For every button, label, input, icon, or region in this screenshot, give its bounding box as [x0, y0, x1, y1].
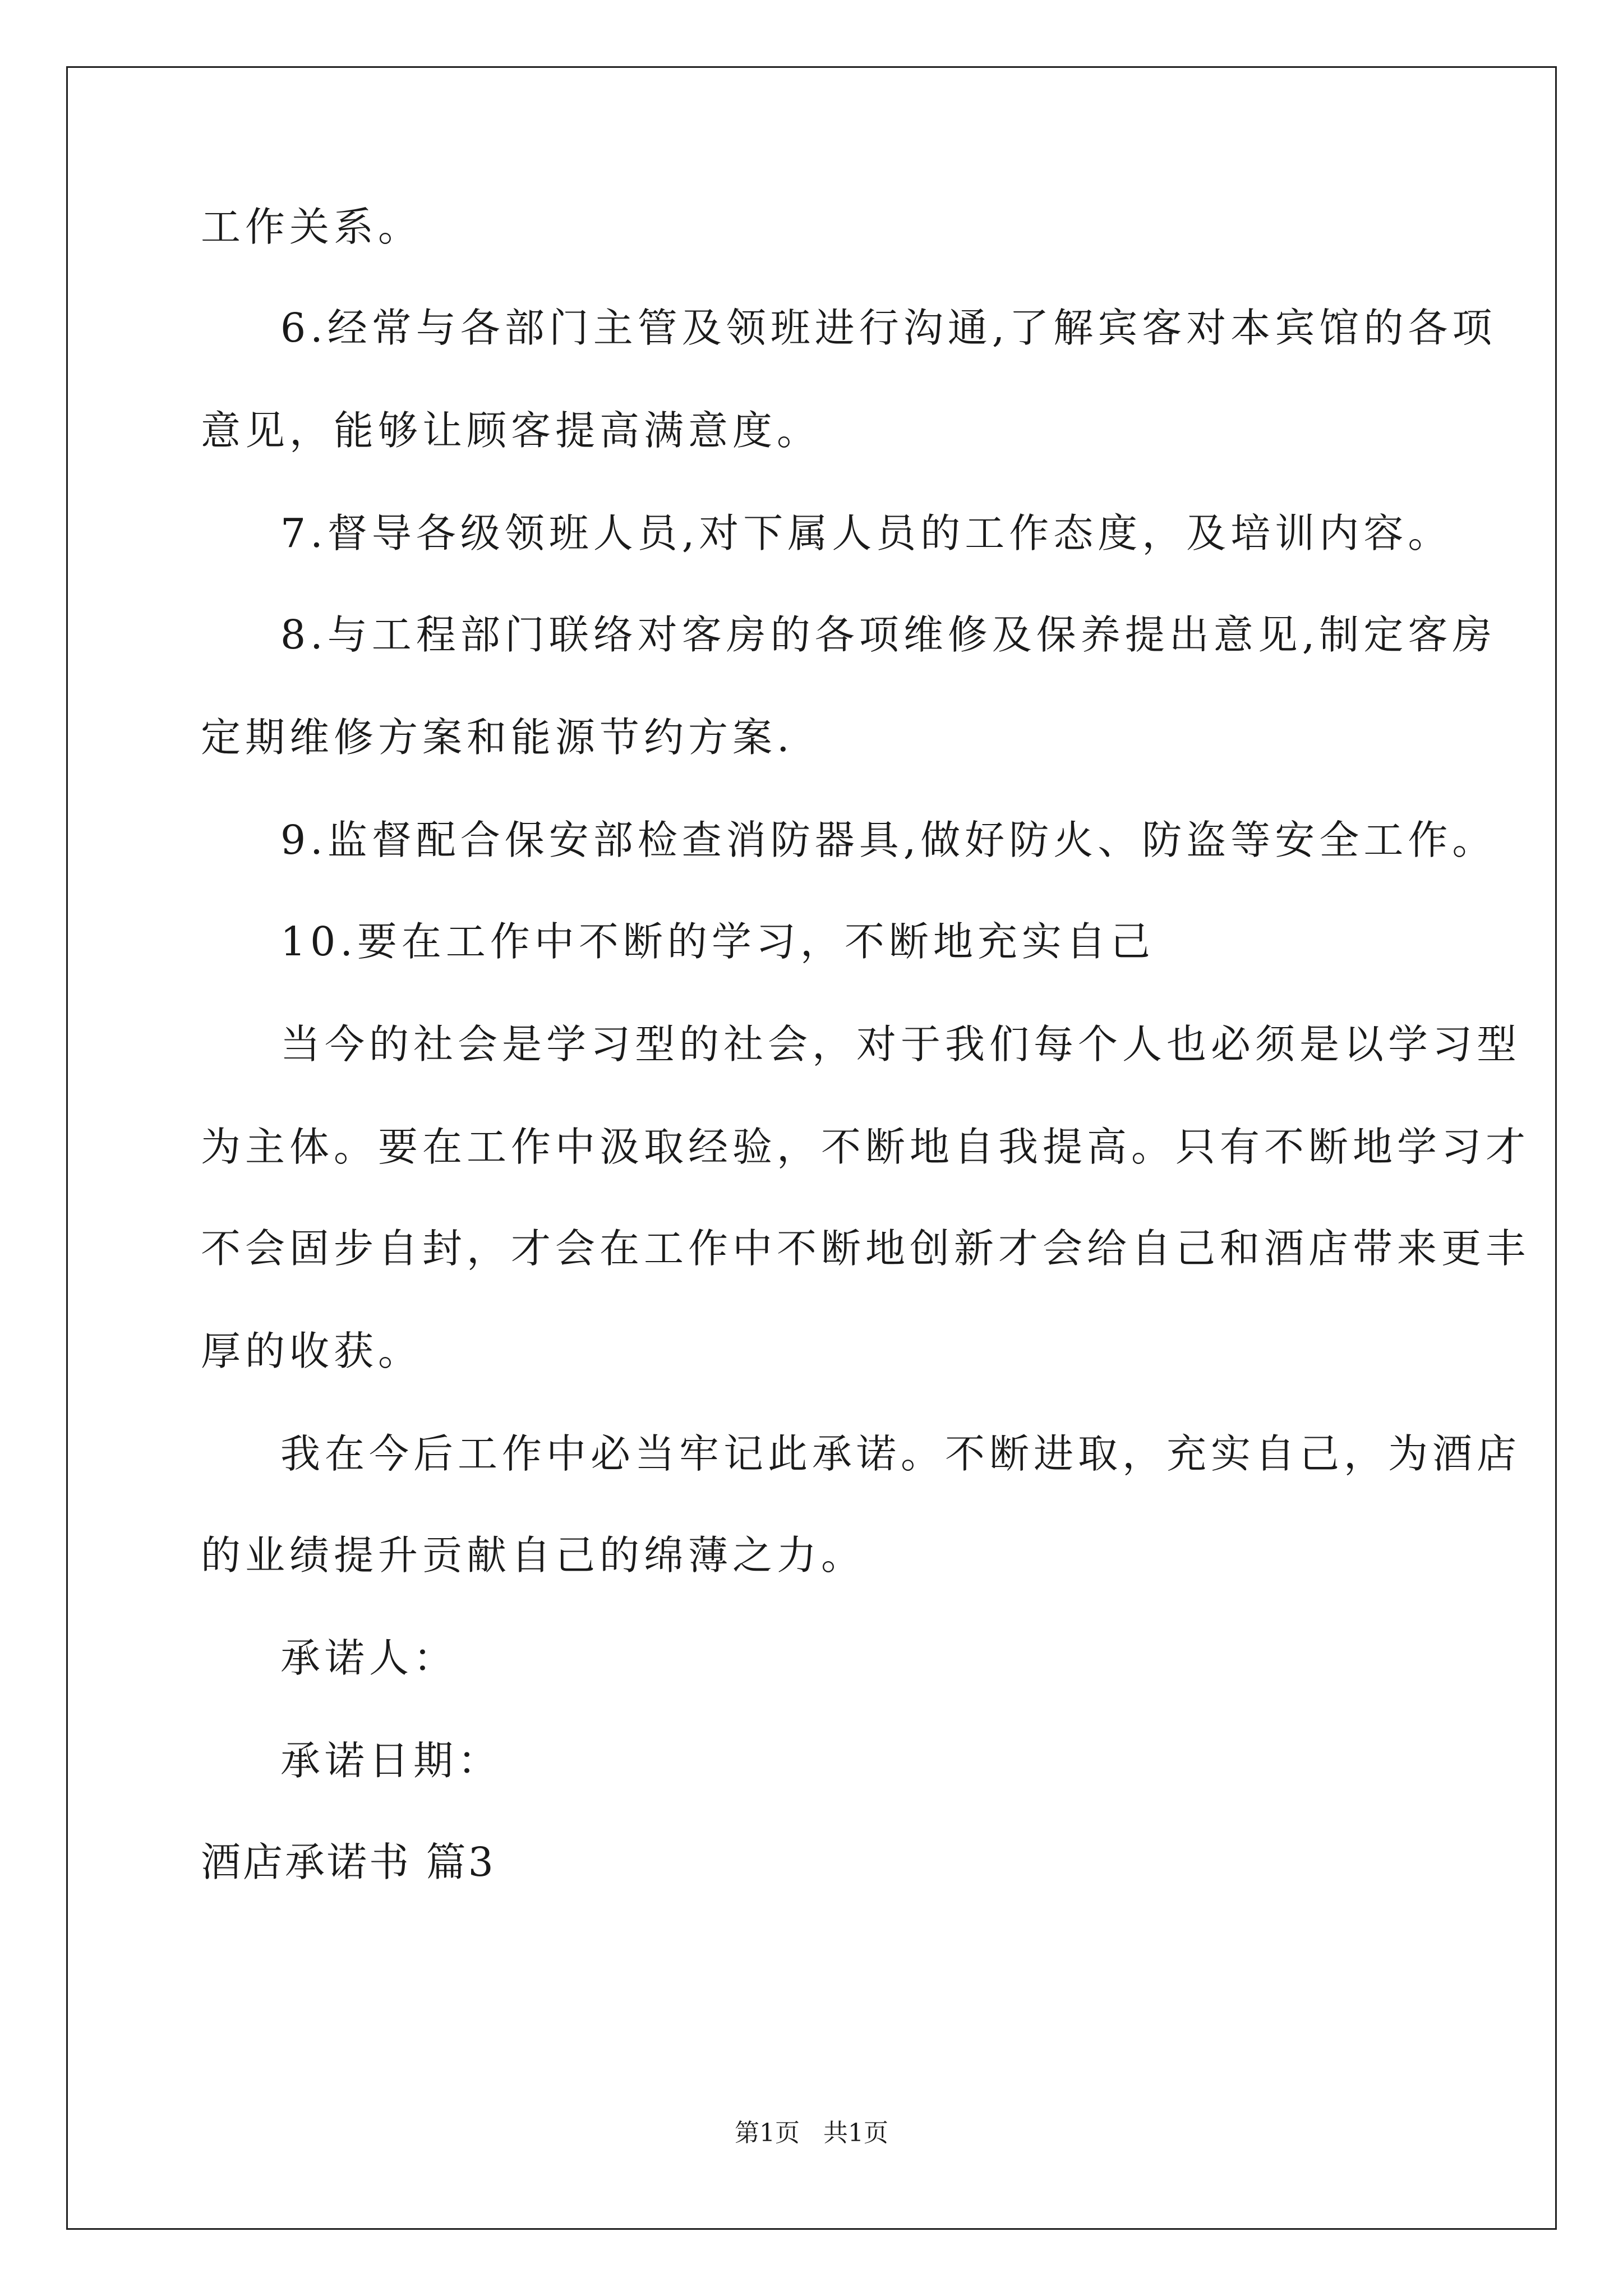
text-line-7: 9.监督配合保安部检查消防器具,做好防火、防盗等安全工作。: [280, 817, 1497, 863]
text-line-1: 工作关系。: [201, 204, 423, 250]
text-line-13: 我在今后工作中必当牢记此承诺。不断进取，充实自己，为酒店: [280, 1430, 1521, 1477]
text-line-12: 厚的收获。: [201, 1328, 423, 1374]
text-line-9: 当今的社会是学习型的社会，对于我们每个人也必须是以学习型: [280, 1021, 1521, 1068]
section-heading: 酒店承诺书 篇3: [201, 1839, 496, 1885]
commitment-date-label: 承诺日期：: [280, 1737, 502, 1784]
signatory-label: 承诺人：: [280, 1635, 458, 1681]
text-line-10: 为主体。要在工作中汲取经验，不断地自我提高。只有不断地学习才: [201, 1124, 1530, 1170]
text-line-5: 8.与工程部门联络对客房的各项维修及保养提出意见,制定客房: [280, 611, 1497, 658]
text-line-4: 7.督导各级领班人员,对下属人员的工作态度，及培训内容。: [280, 510, 1453, 556]
text-line-2: 6.经常与各部门主管及领班进行沟通,了解宾客对本宾馆的各项: [280, 305, 1497, 351]
text-line-3: 意见，能够让顾客提高满意度。: [201, 407, 822, 454]
text-line-11: 不会固步自封，才会在工作中不断地创新才会给自己和酒店带来更丰: [201, 1225, 1530, 1272]
page-footer: 第1页 共1页: [735, 2119, 888, 2147]
text-line-14: 的业绩提升贡献自己的绵薄之力。: [201, 1532, 866, 1579]
text-line-6: 定期维修方案和能源节约方案.: [201, 714, 794, 761]
text-line-8: 10.要在工作中不断的学习，不断地充实自己: [280, 918, 1155, 965]
